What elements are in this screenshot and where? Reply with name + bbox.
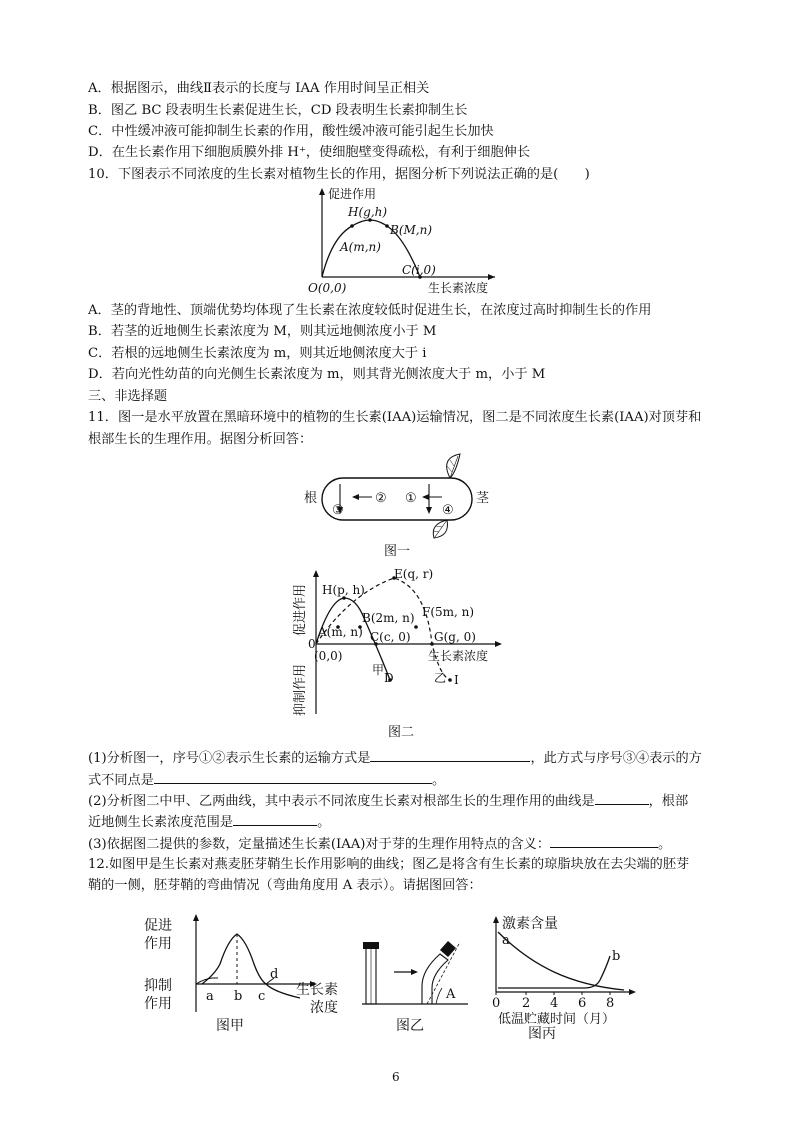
q11-part2-line2 <box>88 812 330 832</box>
q11-part1-line2 <box>88 770 445 790</box>
q11-p3-text-b: 。 <box>658 837 672 852</box>
bing-tick-8: 8 <box>606 996 615 1011</box>
q9-option-a: A．根据图示，曲线Ⅱ表示的长度与 IAA 作用时间呈正相关 <box>88 81 430 96</box>
fig1-stem-label: 茎 <box>476 491 490 506</box>
bing-curve-a: a <box>502 933 510 948</box>
jia-y-inhibit-2: 作用 <box>144 996 172 1012</box>
q11-stem-line1: 11．图一是水平放置在黑暗环境中的植物的生长素(IAA)运输情况，图二是不同浓度生长素(IAA)对顶芽和 <box>88 410 702 425</box>
fig2-point-d: D <box>384 671 394 685</box>
q11-part3 <box>88 834 671 854</box>
q11-p2-text-c: 近地侧生长素浓度范围是 <box>88 815 234 830</box>
fig2-x-label: 生长素浓度 <box>428 649 489 663</box>
bing-tick-6: 6 <box>578 996 587 1011</box>
q12-figure-yi <box>358 936 478 1040</box>
q11-figure2 <box>290 564 520 744</box>
q9-option-c: C．中性缓冲液可能抑制生长素的作用，酸性缓冲液可能引起生长加快 <box>88 124 494 139</box>
jia-y-promote-2: 作用 <box>144 936 172 952</box>
fig1-n2: ② <box>375 491 387 506</box>
fig2-point-e: E(q, r) <box>394 567 434 581</box>
fig2-origin: (0,0) <box>314 649 343 663</box>
page-number: 6 <box>392 1070 400 1084</box>
jia-x-label-2: 浓度 <box>310 1000 338 1016</box>
fig1-n1: ① <box>405 491 417 506</box>
q11-p2-text-a: (2)分析图二中甲、乙两曲线，其中表示不同浓度生长素对根部生长的生理作用的曲线是 <box>88 794 595 809</box>
fig2-point-f: F(5m, n) <box>422 605 475 619</box>
jia-tick-b: b <box>234 989 243 1004</box>
q11-p1-text-c: 式不同点是 <box>88 773 154 788</box>
fig2-point-g: G(g, 0) <box>434 630 476 644</box>
q10-option-c: C．若根的远地侧生长素浓度为 m，则其近地侧浓度大于 i <box>88 346 427 361</box>
q10-point-b: B(M,n) <box>390 223 433 237</box>
jia-tick-d: d <box>270 967 279 982</box>
fig2-curve-yi: 乙 <box>434 671 447 685</box>
q12-figure-bing <box>484 910 654 1042</box>
fig2-curve-jia: 甲 <box>372 663 385 677</box>
fig2-point-b: B(2m, n) <box>362 611 415 625</box>
q10-point-c: C(i,0) <box>402 263 436 277</box>
bing-y-label: 激素含量 <box>502 916 558 932</box>
bing-curve-b: b <box>612 949 621 964</box>
q11-part1-line1 <box>88 748 702 768</box>
q11-answer-blank-2[interactable] <box>154 770 432 784</box>
q10-figure <box>300 182 500 298</box>
fig2-caption: 图二 <box>388 725 415 740</box>
jia-tick-c: c <box>258 989 266 1004</box>
q11-answer-blank-1[interactable] <box>370 748 530 762</box>
q10-point-a: A(m,n) <box>340 240 381 254</box>
fig2-y-inhibit: 抑制作用 <box>293 663 308 716</box>
q11-p1-text-d: 。 <box>431 773 446 788</box>
fig2-y-promote: 促进作用 <box>293 583 308 636</box>
q12-figure-jia <box>140 908 365 1038</box>
q10-origin: O(0,0) <box>308 281 347 295</box>
q12-stem-line2: 鞘的一侧，胚芽鞘的弯曲情况（弯曲角度用 A 表示）。请据图回答： <box>88 878 482 893</box>
q10-option-a: A．茎的背地性、顶端优势均体现了生长素在浓度较低时促进生长，在浓度过高时抑制生长的作用 <box>88 303 652 318</box>
q11-figure1 <box>302 452 502 562</box>
q10-option-d: D．若向光性幼苗的向光侧生长素浓度为 m，则其背光侧浓度大于 m，小于 M <box>88 367 546 382</box>
jia-y-promote-1: 促进 <box>144 918 172 934</box>
yi-angle-label: A <box>446 987 456 1002</box>
q11-p1-text-b: ，此方式与序号③④表示的方 <box>530 751 702 766</box>
section-heading: 三、非选择题 <box>88 389 168 404</box>
bing-tick-2: 2 <box>522 996 531 1011</box>
q10-stem: 10．下图表示不同浓度的生长素对植物生长的作用，据图分析下列说法正确的是( ) <box>88 167 590 182</box>
q11-part2-line1 <box>88 791 688 811</box>
q11-p1-text-a: (1)分析图一，序号①②表示生长素的运输方式是 <box>88 751 371 766</box>
jia-y-inhibit-1: 抑制 <box>144 978 172 994</box>
q11-answer-blank-3[interactable] <box>595 791 649 805</box>
fig1-caption: 图一 <box>384 544 411 559</box>
q12-stem-line1: 12.如图甲是生长素对燕麦胚芽鞘生长作用影响的曲线；图乙是将含有生长素的琼脂块放在去尖端的胚芽 <box>88 857 690 872</box>
q11-p2-text-b: ，根部 <box>648 794 689 809</box>
fig1-n4: ④ <box>442 503 454 518</box>
q10-point-h: H(g,h) <box>348 205 388 219</box>
q9-option-b: B．图乙 BC 段表明生长素促进生长，CD 段表明生长素抑制生长 <box>88 103 468 118</box>
jia-caption: 图甲 <box>216 1018 244 1034</box>
q11-stem-line2: 根部生长的生理作用。据图分析回答： <box>88 432 313 447</box>
fig2-point-c: C(c, 0) <box>370 630 411 644</box>
q9-option-d: D．在生长素作用下细胞质膜外排 H⁺，使细胞壁变得疏松，有利于细胞伸长 <box>88 145 531 160</box>
jia-tick-a: a <box>206 989 214 1004</box>
q10-option-b: B．若茎的近地侧生长素浓度为 M，则其远地侧浓度小于 M <box>88 324 437 339</box>
bing-tick-4: 4 <box>550 996 559 1011</box>
q11-answer-blank-5[interactable] <box>550 834 658 848</box>
bing-x-label: 低温贮藏时间（月） <box>498 1012 616 1027</box>
q11-p2-text-d: 。 <box>317 815 331 830</box>
q10-y-label: 促进作用 <box>328 187 377 201</box>
bing-caption: 图丙 <box>528 1026 556 1042</box>
yi-caption: 图乙 <box>396 1018 424 1034</box>
fig2-point-h: H(p, h) <box>322 583 365 597</box>
fig1-root-label: 根 <box>304 491 318 506</box>
fig2-point-i: I <box>454 673 459 687</box>
q10-x-label: 生长素浓度 <box>428 281 489 295</box>
jia-x-label-1: 生长素 <box>296 982 338 998</box>
fig2-zero: 0 <box>308 637 316 651</box>
q11-p3-text-a: (3)依据图二提供的参数，定量描述生长素(IAA)对于芽的生理作用特点的含义： <box>88 837 551 852</box>
fig2-point-a: A(m, n) <box>318 625 363 639</box>
fig1-n3: ③ <box>332 503 344 518</box>
bing-tick-0: 0 <box>492 996 501 1011</box>
q11-answer-blank-4[interactable] <box>233 812 317 826</box>
